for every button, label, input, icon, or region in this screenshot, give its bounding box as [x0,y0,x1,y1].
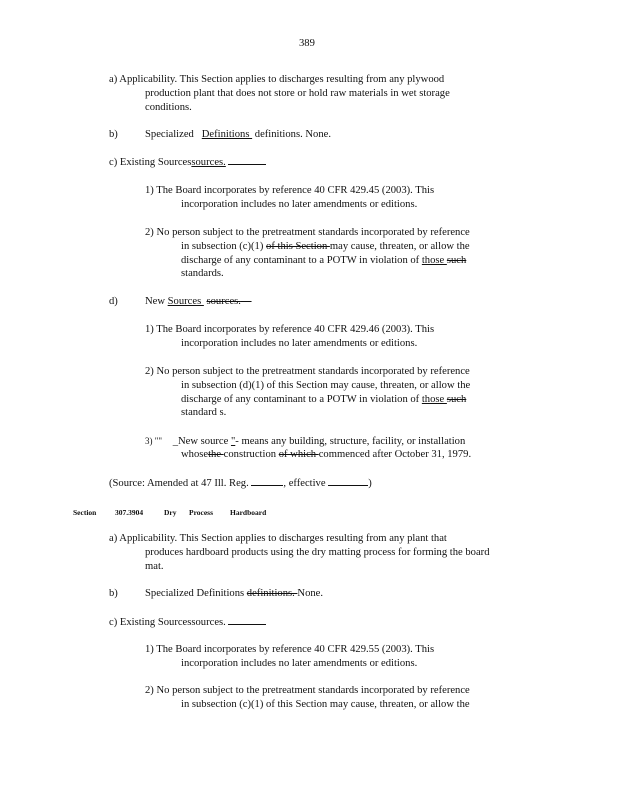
s1-applicability-line-1: a) Applicability. This Section applies to discharges resulting from any plywood [109,74,445,85]
s1-d2-such-deleted: such [446,394,467,405]
s1-new-sources-deleted: sources. [206,296,241,307]
s1-c2-those-inserted: those [421,255,447,266]
s1-c2-line-1: 2) No person subject to the pretreatment standards incorporated by reference [145,227,470,238]
section-heading-title-word-1: Dry [164,508,177,517]
s1-d1-line-1: 1) The Board incorporates by reference 40 CFR 429.46 (2003). This [145,324,435,335]
s1-sources-deleted: sources. [191,157,226,168]
effective-date-blank [328,476,368,486]
s1-d-label: d) [109,296,118,307]
s2-c2-line-2: in subsection (c)(1) of this Section may cause, threaten, or allow the [181,699,470,710]
s2-c1-line-2: incorporation includes no later amendments or editions. [181,658,418,669]
source-note: (Source: Amended at 47 Ill. Reg. , effective ) [109,478,372,489]
s1-sources-blank [228,155,266,165]
s1-c2-line-2: in subsection (c)(1) of this Section may cause, threaten, or allow the [181,241,470,252]
register-volume-blank [251,476,283,486]
s1-d1-line-2: incorporation includes no later amendments or editions. [181,338,418,349]
s1-c2-deleted-text: of this Section [266,241,330,252]
s1-d2-those-inserted: those [421,394,447,405]
s1-d3-line-1: 3) "" _New source "- means any building, structure, facility, or installation [145,436,466,447]
s1-d2-line-4: standard s. [181,407,227,418]
s2-specialized-definitions: Specialized Definitions definitions. None. [145,588,324,599]
s1-new-sources: New Sources sources. [145,296,241,307]
s1-applicability-line-2: production plant that does not store or hold raw materials in wet storage [145,88,450,99]
s1-d2-line-2: in subsection (d)(1) of this Section may cause, threaten, or allow the [181,380,471,391]
s2-definitions-deleted: definitions. [246,588,298,599]
section-heading-label: Section [73,508,97,517]
s1-existing-sources: c) Existing Sourcessources. [109,155,266,170]
s1-d3-of-which-deleted: of which [278,449,319,460]
s2-existing-sources: c) Existing Sourcessources. [109,615,266,630]
s2-b-label: b) [109,588,118,599]
s1-specialized-definitions: Specialized Definitions definitions. None. [145,129,331,140]
s1-c1-line-1: 1) The Board incorporates by reference 40 CFR 429.45 (2003). This [145,185,435,196]
s1-c1-line-2: incorporation includes no later amendments or editions. [181,199,418,210]
section-heading-title-word-2: Process [189,508,214,517]
s1-d2-line-1: 2) No person subject to the pretreatment standards incorporated by reference [145,366,470,377]
s1-definitions-inserted: Definitions [201,129,253,140]
s1-d3-line-2: whosethe construction of which commenced after October 31, 1979. [181,449,472,460]
s2-applicability-line-3: mat. [145,561,164,572]
s1-c2-such-deleted: such [446,255,467,266]
s2-c1-line-1: 1) The Board incorporates by reference 40 CFR 429.55 (2003). This [145,644,435,655]
s1-c2-line-3: discharge of any contaminant to a POTW in violation of those such [181,255,467,266]
s2-applicability-line-2: produces hardboard products using the dry matting process for forming the board [145,547,490,558]
s2-c2-line-1: 2) No person subject to the pretreatment standards incorporated by reference [145,685,470,696]
s2-sources-blank [228,615,266,625]
page-number: 389 [299,38,315,49]
s1-applicability-line-3: conditions. [145,102,192,113]
s2-applicability-line-1: a) Applicability. This Section applies to discharges resulting from any plant that [109,533,447,544]
s1-b-label: b) [109,129,118,140]
s1-d2-line-3: discharge of any contaminant to a POTW in violation of those such [181,394,467,405]
section-heading-number: 307.3904 [115,508,144,517]
s1-c2-line-4: standards. [181,268,224,279]
section-heading-title-word-3: Hardboard [230,508,267,517]
s1-new-sources-inserted: Sources [167,296,204,307]
s1-d3-the-deleted: the [208,449,224,460]
